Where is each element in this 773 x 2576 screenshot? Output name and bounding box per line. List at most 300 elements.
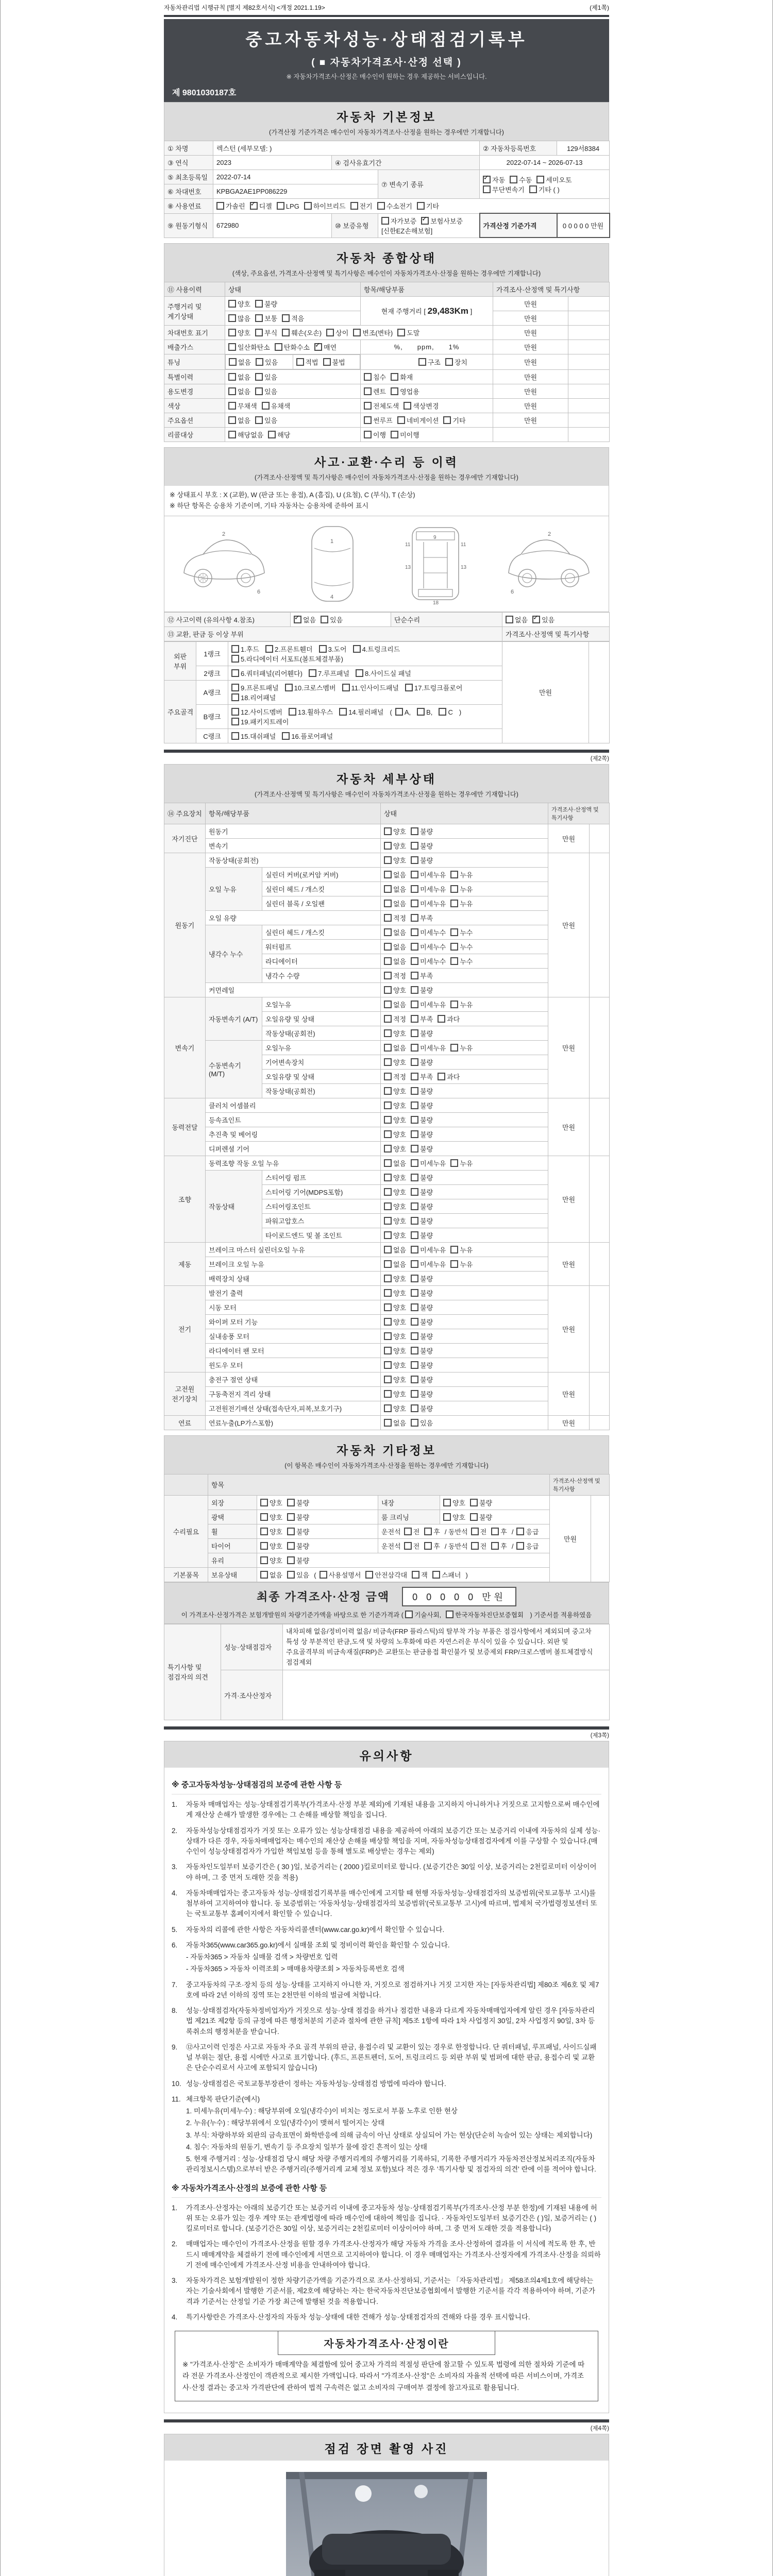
checkbox-option[interactable] [384, 1173, 406, 1182]
checkbox-option[interactable] [450, 1158, 473, 1168]
unchecked-checkbox-icon[interactable] [364, 431, 372, 438]
unchecked-checkbox-icon[interactable] [289, 708, 296, 716]
unchecked-checkbox-icon[interactable] [411, 1116, 418, 1124]
checkbox-option[interactable] [391, 430, 419, 439]
checkbox-option[interactable] [411, 899, 446, 908]
checked-checkbox-icon[interactable] [532, 616, 540, 623]
unchecked-checkbox-icon[interactable] [411, 1202, 418, 1210]
checkbox-option[interactable] [384, 1403, 406, 1413]
checked-checkbox-icon[interactable] [294, 616, 301, 623]
unchecked-checkbox-icon[interactable] [411, 1073, 418, 1080]
unchecked-checkbox-icon[interactable] [384, 1246, 392, 1253]
unchecked-checkbox-icon[interactable] [516, 1542, 524, 1550]
unchecked-checkbox-icon[interactable] [228, 343, 236, 351]
unchecked-checkbox-icon[interactable] [438, 1015, 445, 1023]
checkbox-option[interactable] [432, 1570, 461, 1580]
checkbox-option[interactable] [216, 201, 245, 211]
unchecked-checkbox-icon[interactable] [439, 708, 446, 716]
checkbox-option[interactable] [411, 1259, 446, 1269]
checkbox-option[interactable] [231, 654, 343, 664]
checkbox-option[interactable] [411, 1360, 433, 1370]
unchecked-checkbox-icon[interactable] [384, 827, 392, 835]
unchecked-checkbox-icon[interactable] [304, 202, 312, 210]
checkbox-option[interactable] [229, 357, 251, 367]
unchecked-checkbox-icon[interactable] [411, 943, 418, 951]
unchecked-checkbox-icon[interactable] [411, 1275, 418, 1282]
unchecked-checkbox-icon[interactable] [411, 1174, 418, 1181]
checkbox-option[interactable] [384, 1057, 406, 1067]
unchecked-checkbox-icon[interactable] [255, 329, 263, 336]
unchecked-checkbox-icon[interactable] [411, 986, 418, 994]
checkbox-option[interactable] [381, 216, 416, 226]
checkbox-option[interactable] [304, 201, 346, 211]
unchecked-checkbox-icon[interactable] [384, 1332, 392, 1340]
checkbox-option[interactable] [438, 1014, 460, 1024]
unchecked-checkbox-icon[interactable] [228, 431, 236, 438]
unchecked-checkbox-icon[interactable] [260, 1542, 268, 1550]
unchecked-checkbox-icon[interactable] [411, 1188, 418, 1196]
checkbox-option[interactable] [450, 1245, 473, 1255]
checkbox-option[interactable] [384, 841, 406, 851]
unchecked-checkbox-icon[interactable] [411, 957, 418, 965]
unchecked-checkbox-icon[interactable] [384, 900, 392, 907]
unchecked-checkbox-icon[interactable] [384, 1260, 392, 1268]
checkbox-option[interactable] [319, 644, 347, 654]
checkbox-option[interactable] [339, 707, 383, 717]
checkbox-option[interactable] [411, 1144, 433, 1154]
unchecked-checkbox-icon[interactable] [510, 176, 517, 183]
unchecked-checkbox-icon[interactable] [262, 402, 270, 410]
checkbox-option[interactable] [445, 357, 467, 367]
checkbox-option[interactable] [411, 1375, 433, 1384]
checkbox-option[interactable] [342, 683, 399, 692]
unchecked-checkbox-icon[interactable] [255, 416, 263, 424]
checkbox-option[interactable] [228, 299, 250, 309]
unchecked-checkbox-icon[interactable] [443, 1513, 451, 1521]
unchecked-checkbox-icon[interactable] [411, 1015, 418, 1023]
checkbox-option[interactable] [384, 1187, 406, 1197]
unchecked-checkbox-icon[interactable] [260, 1528, 268, 1535]
unchecked-checkbox-icon[interactable] [377, 202, 385, 210]
checkbox-option[interactable] [384, 1028, 406, 1038]
unchecked-checkbox-icon[interactable] [384, 1015, 392, 1023]
checkbox-option[interactable] [260, 1527, 282, 1536]
checkbox-option[interactable] [397, 415, 439, 425]
checkbox-option[interactable] [384, 1158, 406, 1168]
checkbox-option[interactable] [228, 430, 263, 439]
unchecked-checkbox-icon[interactable] [397, 416, 405, 424]
checkbox-option[interactable] [228, 328, 250, 337]
checkbox-option[interactable] [411, 1201, 433, 1211]
unchecked-checkbox-icon[interactable] [529, 185, 537, 193]
unchecked-checkbox-icon[interactable] [342, 684, 350, 691]
checkbox-option[interactable] [314, 342, 337, 352]
checkbox-option[interactable] [228, 401, 257, 411]
unchecked-checkbox-icon[interactable] [384, 1376, 392, 1383]
checkbox-option[interactable] [405, 1610, 441, 1619]
unchecked-checkbox-icon[interactable] [287, 1513, 295, 1521]
unchecked-checkbox-icon[interactable] [450, 1260, 458, 1268]
unchecked-checkbox-icon[interactable] [384, 1145, 392, 1153]
unchecked-checkbox-icon[interactable] [384, 1058, 392, 1066]
checkbox-option[interactable] [250, 201, 272, 211]
checkbox-option[interactable] [411, 985, 433, 995]
unchecked-checkbox-icon[interactable] [411, 1318, 418, 1326]
unchecked-checkbox-icon[interactable] [411, 1404, 418, 1412]
unchecked-checkbox-icon[interactable] [384, 1318, 392, 1326]
checkbox-option[interactable] [417, 201, 439, 211]
checkbox-option[interactable] [231, 707, 282, 717]
unchecked-checkbox-icon[interactable] [309, 669, 316, 677]
checkbox-option[interactable] [391, 386, 419, 396]
checkbox-option[interactable] [446, 1610, 524, 1619]
unchecked-checkbox-icon[interactable] [350, 202, 358, 210]
unchecked-checkbox-icon[interactable] [353, 645, 361, 653]
unchecked-checkbox-icon[interactable] [260, 1571, 268, 1579]
unchecked-checkbox-icon[interactable] [231, 655, 239, 663]
checkbox-option[interactable] [411, 1331, 433, 1341]
checkbox-option[interactable] [411, 1216, 433, 1226]
unchecked-checkbox-icon[interactable] [384, 1073, 392, 1080]
unchecked-checkbox-icon[interactable] [411, 1101, 418, 1109]
unchecked-checkbox-icon[interactable] [411, 914, 418, 922]
checkbox-option[interactable] [384, 899, 406, 908]
checkbox-option[interactable] [287, 1498, 309, 1507]
unchecked-checkbox-icon[interactable] [287, 1571, 295, 1579]
unchecked-checkbox-icon[interactable] [231, 684, 239, 691]
checkbox-option[interactable] [450, 956, 473, 966]
unchecked-checkbox-icon[interactable] [411, 856, 418, 864]
checkbox-option[interactable] [231, 644, 259, 654]
unchecked-checkbox-icon[interactable] [411, 1260, 418, 1268]
unchecked-checkbox-icon[interactable] [228, 416, 236, 424]
checkbox-option[interactable] [411, 1158, 446, 1168]
checkbox-option[interactable] [255, 313, 277, 323]
unchecked-checkbox-icon[interactable] [471, 1528, 479, 1535]
checkbox-option[interactable] [350, 201, 373, 211]
unchecked-checkbox-icon[interactable] [384, 1390, 392, 1398]
unchecked-checkbox-icon[interactable] [381, 217, 389, 225]
checkbox-option[interactable] [411, 1346, 433, 1355]
unchecked-checkbox-icon[interactable] [445, 358, 453, 366]
checkbox-option[interactable] [411, 1086, 433, 1096]
checkbox-option[interactable] [255, 328, 277, 337]
unchecked-checkbox-icon[interactable] [450, 871, 458, 878]
unchecked-checkbox-icon[interactable] [384, 1231, 392, 1239]
unchecked-checkbox-icon[interactable] [405, 1611, 413, 1618]
unchecked-checkbox-icon[interactable] [384, 986, 392, 994]
checkbox-option[interactable] [384, 1360, 406, 1370]
checkbox-option[interactable] [231, 717, 289, 726]
checkbox-option[interactable] [411, 884, 446, 894]
checkbox-option[interactable] [384, 1129, 406, 1139]
checkbox-option[interactable] [412, 1570, 428, 1580]
unchecked-checkbox-icon[interactable] [450, 1044, 458, 1052]
unchecked-checkbox-icon[interactable] [364, 416, 372, 424]
unchecked-checkbox-icon[interactable] [404, 402, 411, 410]
checkbox-option[interactable] [364, 415, 393, 425]
unchecked-checkbox-icon[interactable] [450, 957, 458, 965]
unchecked-checkbox-icon[interactable] [411, 1289, 418, 1297]
checkbox-option[interactable] [450, 942, 473, 952]
unchecked-checkbox-icon[interactable] [411, 827, 418, 835]
checkbox-option[interactable] [285, 683, 336, 692]
unchecked-checkbox-icon[interactable] [228, 373, 236, 381]
unchecked-checkbox-icon[interactable] [384, 1202, 392, 1210]
unchecked-checkbox-icon[interactable] [411, 1001, 418, 1008]
checkbox-option[interactable] [321, 615, 343, 624]
checkbox-option[interactable] [384, 1201, 406, 1211]
checkbox-option[interactable] [384, 1259, 406, 1269]
unchecked-checkbox-icon[interactable] [321, 616, 328, 623]
checkbox-option[interactable] [364, 372, 386, 382]
checkbox-option[interactable] [384, 1100, 406, 1110]
checkbox-option[interactable] [536, 175, 572, 184]
checkbox-option[interactable] [364, 430, 386, 439]
checkbox-option[interactable] [450, 870, 473, 879]
unchecked-checkbox-icon[interactable] [384, 943, 392, 951]
unchecked-checkbox-icon[interactable] [287, 1528, 295, 1535]
unchecked-checkbox-icon[interactable] [411, 885, 418, 893]
unchecked-checkbox-icon[interactable] [411, 1159, 418, 1167]
unchecked-checkbox-icon[interactable] [411, 1231, 418, 1239]
checkbox-option[interactable] [384, 1115, 406, 1125]
checkbox-option[interactable] [529, 184, 560, 194]
checkbox-option[interactable] [450, 1259, 473, 1269]
checkbox-option[interactable] [411, 1389, 433, 1399]
checkbox-option[interactable] [417, 708, 432, 716]
checkbox-option[interactable] [471, 1527, 487, 1536]
checkbox-option[interactable] [411, 971, 433, 980]
checkbox-option[interactable] [411, 1129, 433, 1139]
unchecked-checkbox-icon[interactable] [255, 300, 263, 308]
checkbox-option[interactable] [506, 615, 528, 624]
unchecked-checkbox-icon[interactable] [411, 1087, 418, 1095]
unchecked-checkbox-icon[interactable] [384, 957, 392, 965]
checkbox-option[interactable] [450, 884, 473, 894]
unchecked-checkbox-icon[interactable] [287, 1499, 295, 1506]
unchecked-checkbox-icon[interactable] [384, 1289, 392, 1297]
unchecked-checkbox-icon[interactable] [287, 1542, 295, 1550]
unchecked-checkbox-icon[interactable] [418, 358, 426, 366]
unchecked-checkbox-icon[interactable] [228, 314, 236, 322]
unchecked-checkbox-icon[interactable] [424, 1528, 432, 1535]
checkbox-option[interactable] [384, 1043, 406, 1053]
checkbox-option[interactable] [443, 1512, 465, 1522]
unchecked-checkbox-icon[interactable] [412, 1571, 419, 1579]
unchecked-checkbox-icon[interactable] [365, 1571, 373, 1579]
checkbox-option[interactable] [384, 1302, 406, 1312]
unchecked-checkbox-icon[interactable] [320, 1571, 327, 1579]
unchecked-checkbox-icon[interactable] [411, 972, 418, 979]
checkbox-option[interactable] [364, 401, 399, 411]
unchecked-checkbox-icon[interactable] [231, 645, 239, 653]
checkbox-option[interactable] [287, 1541, 309, 1551]
checkbox-option[interactable] [443, 415, 465, 425]
checked-checkbox-icon[interactable] [250, 202, 258, 210]
unchecked-checkbox-icon[interactable] [411, 1145, 418, 1153]
checkbox-option[interactable] [384, 956, 406, 966]
checkbox-option[interactable] [287, 1555, 309, 1565]
unchecked-checkbox-icon[interactable] [384, 1101, 392, 1109]
unchecked-checkbox-icon[interactable] [384, 842, 392, 850]
unchecked-checkbox-icon[interactable] [417, 202, 425, 210]
unchecked-checkbox-icon[interactable] [411, 1246, 418, 1253]
checkbox-option[interactable] [377, 201, 412, 211]
checkbox-option[interactable] [384, 913, 406, 923]
unchecked-checkbox-icon[interactable] [364, 373, 372, 381]
checkbox-option[interactable] [450, 899, 473, 908]
unchecked-checkbox-icon[interactable] [282, 329, 290, 336]
unchecked-checkbox-icon[interactable] [411, 900, 418, 907]
unchecked-checkbox-icon[interactable] [260, 1513, 268, 1521]
checkbox-option[interactable] [411, 1115, 433, 1125]
checkbox-option[interactable] [384, 1317, 406, 1327]
unchecked-checkbox-icon[interactable] [411, 1419, 418, 1427]
checkbox-option[interactable] [231, 668, 303, 678]
unchecked-checkbox-icon[interactable] [323, 358, 331, 366]
unchecked-checkbox-icon[interactable] [411, 1347, 418, 1354]
checkbox-option[interactable] [411, 826, 433, 836]
unchecked-checkbox-icon[interactable] [384, 1174, 392, 1181]
unchecked-checkbox-icon[interactable] [384, 1303, 392, 1311]
checkbox-option[interactable] [268, 430, 290, 439]
unchecked-checkbox-icon[interactable] [384, 1188, 392, 1196]
unchecked-checkbox-icon[interactable] [228, 387, 236, 395]
checkbox-option[interactable] [255, 415, 277, 425]
checkbox-option[interactable] [424, 1541, 440, 1551]
checked-checkbox-icon[interactable] [483, 176, 491, 183]
unchecked-checkbox-icon[interactable] [285, 684, 293, 691]
checkbox-option[interactable] [326, 328, 348, 337]
checkbox-option[interactable] [384, 1418, 406, 1428]
unchecked-checkbox-icon[interactable] [483, 185, 491, 193]
checkbox-option[interactable] [411, 855, 433, 865]
checkbox-option[interactable] [411, 1043, 446, 1053]
checkbox-option[interactable] [411, 1288, 433, 1298]
checkbox-option[interactable] [411, 1100, 433, 1110]
checkbox-option[interactable] [411, 1418, 433, 1428]
unchecked-checkbox-icon[interactable] [411, 871, 418, 878]
unchecked-checkbox-icon[interactable] [450, 1159, 458, 1167]
checkbox-option[interactable] [483, 184, 525, 194]
unchecked-checkbox-icon[interactable] [411, 1058, 418, 1066]
checkbox-option[interactable] [391, 372, 413, 382]
checkbox-option[interactable] [470, 1498, 492, 1507]
unchecked-checkbox-icon[interactable] [384, 1361, 392, 1369]
checkbox-option[interactable] [411, 1274, 433, 1283]
unchecked-checkbox-icon[interactable] [446, 1611, 453, 1618]
unchecked-checkbox-icon[interactable] [287, 1556, 295, 1564]
unchecked-checkbox-icon[interactable] [256, 358, 263, 366]
unchecked-checkbox-icon[interactable] [411, 1361, 418, 1369]
checkbox-option[interactable] [411, 942, 446, 952]
checkbox-option[interactable] [282, 328, 322, 337]
unchecked-checkbox-icon[interactable] [228, 402, 236, 410]
checkbox-option[interactable] [421, 216, 463, 226]
checkbox-option[interactable] [228, 386, 250, 396]
checkbox-option[interactable] [353, 328, 393, 337]
checkbox-option[interactable] [411, 927, 446, 937]
checkbox-option[interactable] [287, 1570, 309, 1580]
checkbox-option[interactable] [405, 683, 462, 692]
checkbox-option[interactable] [411, 841, 433, 851]
unchecked-checkbox-icon[interactable] [326, 329, 334, 336]
unchecked-checkbox-icon[interactable] [397, 329, 405, 336]
checkbox-option[interactable] [471, 1541, 487, 1551]
unchecked-checkbox-icon[interactable] [405, 684, 413, 691]
unchecked-checkbox-icon[interactable] [384, 1044, 392, 1052]
unchecked-checkbox-icon[interactable] [411, 1130, 418, 1138]
checkbox-option[interactable] [384, 942, 406, 952]
unchecked-checkbox-icon[interactable] [491, 1542, 499, 1550]
unchecked-checkbox-icon[interactable] [470, 1513, 478, 1521]
unchecked-checkbox-icon[interactable] [516, 1528, 524, 1535]
checkbox-option[interactable] [228, 313, 250, 323]
checkbox-option[interactable] [256, 357, 278, 367]
checkbox-option[interactable] [411, 913, 433, 923]
unchecked-checkbox-icon[interactable] [319, 645, 327, 653]
checkbox-option[interactable] [411, 1245, 446, 1255]
checkbox-option[interactable] [282, 313, 304, 323]
unchecked-checkbox-icon[interactable] [231, 693, 239, 701]
unchecked-checkbox-icon[interactable] [391, 431, 398, 438]
unchecked-checkbox-icon[interactable] [231, 669, 239, 677]
unchecked-checkbox-icon[interactable] [411, 1303, 418, 1311]
unchecked-checkbox-icon[interactable] [356, 669, 363, 677]
checkbox-option[interactable] [294, 615, 316, 624]
unchecked-checkbox-icon[interactable] [506, 616, 513, 623]
unchecked-checkbox-icon[interactable] [364, 387, 372, 395]
checkbox-option[interactable] [411, 1230, 433, 1240]
unchecked-checkbox-icon[interactable] [296, 358, 304, 366]
checkbox-option[interactable] [231, 683, 279, 692]
checkbox-option[interactable] [289, 707, 333, 717]
checkbox-option[interactable] [384, 1072, 406, 1081]
checkbox-option[interactable] [404, 1527, 420, 1536]
unchecked-checkbox-icon[interactable] [265, 645, 273, 653]
checkbox-option[interactable] [450, 999, 473, 1009]
unchecked-checkbox-icon[interactable] [384, 1029, 392, 1037]
checkbox-option[interactable] [255, 299, 277, 309]
checkbox-option[interactable] [260, 1498, 282, 1507]
unchecked-checkbox-icon[interactable] [364, 402, 372, 410]
unchecked-checkbox-icon[interactable] [255, 314, 263, 322]
unchecked-checkbox-icon[interactable] [450, 1001, 458, 1008]
checkbox-option[interactable] [411, 1057, 433, 1067]
unchecked-checkbox-icon[interactable] [432, 1571, 440, 1579]
checkbox-option[interactable] [411, 1072, 433, 1081]
unchecked-checkbox-icon[interactable] [450, 928, 458, 936]
unchecked-checkbox-icon[interactable] [471, 1542, 479, 1550]
checked-checkbox-icon[interactable] [314, 343, 322, 351]
unchecked-checkbox-icon[interactable] [411, 1376, 418, 1383]
checkbox-option[interactable] [450, 1043, 473, 1053]
checkbox-option[interactable] [384, 855, 406, 865]
checkbox-option[interactable] [384, 1346, 406, 1355]
unchecked-checkbox-icon[interactable] [411, 1217, 418, 1225]
checkbox-option[interactable] [516, 1541, 539, 1551]
unchecked-checkbox-icon[interactable] [450, 885, 458, 893]
checkbox-option[interactable] [260, 1555, 282, 1565]
checkbox-option[interactable] [384, 927, 406, 937]
unchecked-checkbox-icon[interactable] [395, 708, 403, 716]
checkbox-option[interactable] [404, 1541, 420, 1551]
checkbox-option[interactable] [384, 1331, 406, 1341]
checkbox-option[interactable] [491, 1527, 507, 1536]
checked-checkbox-icon[interactable] [421, 217, 429, 225]
checkbox-option[interactable] [384, 1375, 406, 1384]
